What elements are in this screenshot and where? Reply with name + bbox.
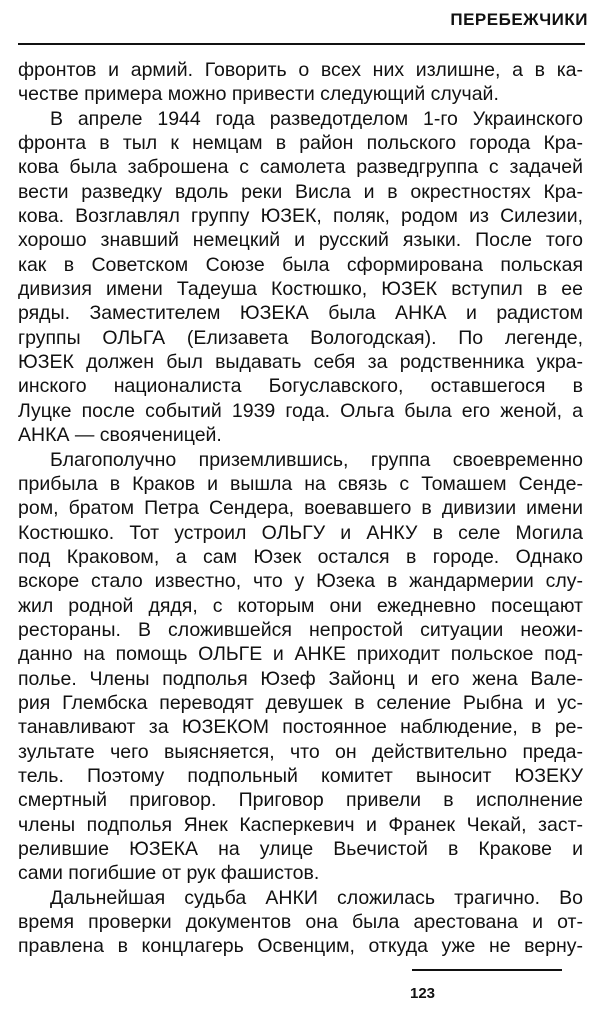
text-line: ЮЗЕК должен был выдавать себя за родственника укра- [18,351,583,374]
text-line: релившие ЮЗЕКА на улице Вьечистой в Кракове и [18,838,583,860]
text-line: как в Советском Союзе была сформирована польская [18,253,583,276]
text-line: хорошо знавший немецкий и русский языки. После того [18,229,583,252]
text-line: Луцке после событий 1939 года. Ольга была его женой, а [18,399,583,422]
text-line: Благополучно приземлившись, группа своевременно [50,448,583,471]
text-line: рестораны. В сложившейся непростой ситуации неожи- [18,618,583,641]
text-line: инского националиста Богуславского, оставшегося в [18,375,583,398]
running-header: ПЕРЕБЕЖЧИКИ [450,10,588,29]
text-line: смертный приговор. Приговор привели в исполнение [18,789,583,812]
text-line: честве примера можно привести следующий случай. [18,83,499,106]
text-line: кова. Возглавлял группу ЮЗЕК, поляк, родом из Силезии, [18,205,583,228]
text-line: В апреле 1944 года разведотделом 1-го Украинского [50,107,583,130]
header-rule [18,43,585,45]
page-number: 123 [410,985,436,1002]
text-line: АНКА — свояченицей. [18,424,222,447]
text-line: под Краковом, а сам Юзек остался в городе. Однако [18,545,583,568]
text-line: вскоре стало известно, что у Юзека в жандармерии слу- [18,570,583,593]
body-text [18,58,583,959]
text-line: сами погибшие от рук фашистов. [18,862,320,885]
text-line: Костюшко. Тот устроил ОЛЬГУ и АНКУ в селе Могила [18,521,583,544]
text-line: фронта в тыл к немцам в район польского города Кра- [18,132,583,155]
text-line: танавливают за ЮЗЕКОМ постоянное наблюдение, в ре- [18,716,583,739]
text-line: члены подполья Янек Касперкевич и Франек Чекай, заст- [18,813,583,836]
text-line: правлена в концлагерь Освенцим, откуда уже не верну- [18,935,583,958]
text-line: ряды. Заместителем ЮЗЕКА была АНКА и радистом [18,302,583,325]
text-line: дивизия имени Тадеуша Костюшко, ЮЗЕК вступил в ее [18,278,583,301]
text-line: ром, братом Петра Сендера, воевавшего в дивизии имени [18,497,583,520]
text-line: фронтов и армий. Говорить о всех них излишне, а в ка- [18,59,583,81]
text-line: рия Глембска переводят девушек в селение Рыбна и ус- [18,691,583,714]
footer-rule [412,969,562,971]
text-line: кова была заброшена с самолета разведгруппа с задачей [18,156,583,179]
text-line: прибыла в Краков и вышла на связь с Томашем Сенде- [18,472,583,495]
text-line: время проверки документов она была арестована и от- [18,911,583,934]
text-line: жил родной дядя, с которым они ежедневно посещают [18,594,583,617]
text-line: тель. Поэтому подпольный комитет выносит ЮЗЕКУ [18,764,583,787]
text-line: полье. Члены подполья Юзеф Зайонц и его жена Вале- [18,667,583,690]
text-line: группы ОЛЬГА (Елизавета Вологодская). По легенде, [18,326,583,349]
text-line: Дальнейшая судьба АНКИ сложилась трагично. Во [50,886,583,909]
text-line: данно на помощь ОЛЬГЕ и АНКЕ приходит польское под- [18,643,583,666]
text-line: зультате чего выясняется, что он действительно преда- [18,740,583,763]
text-line: вести разведку вдоль реки Висла и в окрестностях Кра- [18,180,583,203]
